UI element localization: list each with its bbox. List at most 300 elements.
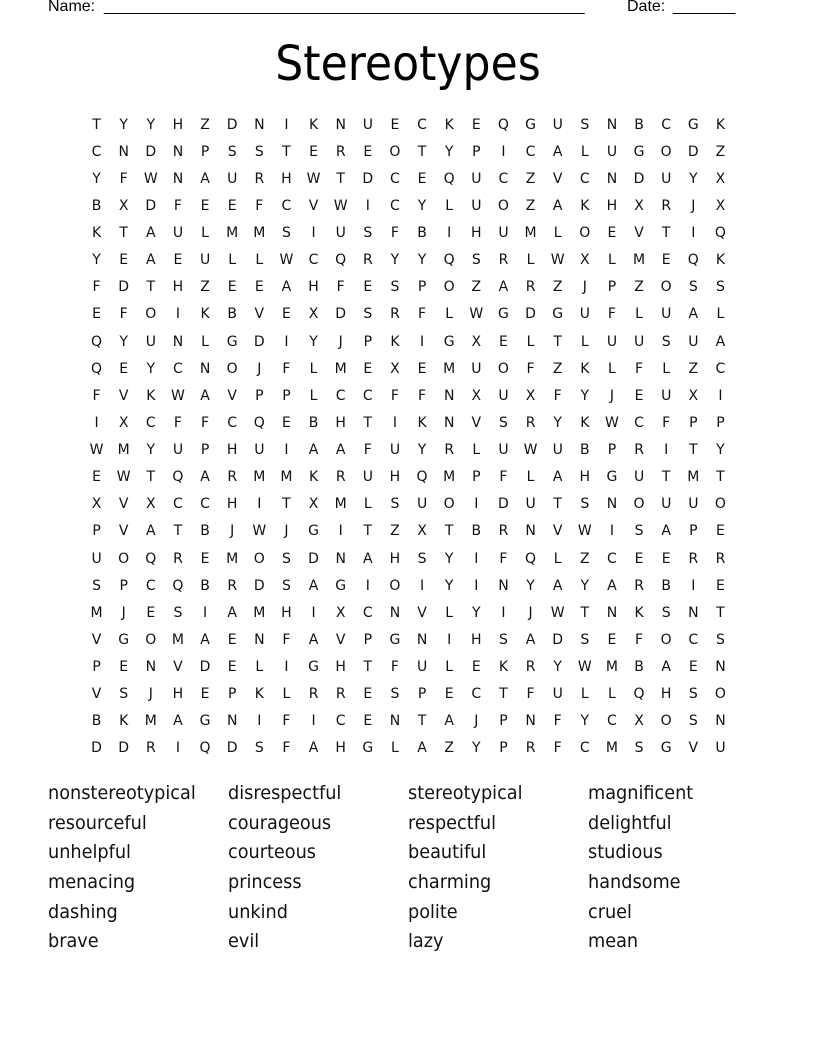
grid-letter[interactable]: U bbox=[633, 333, 645, 350]
grid-letter[interactable]: W bbox=[171, 387, 185, 404]
grid-letter[interactable]: T bbox=[689, 442, 698, 459]
grid-letter[interactable]: V bbox=[91, 686, 102, 703]
grid-letter[interactable]: O bbox=[389, 143, 401, 160]
grid-letter[interactable]: R bbox=[308, 686, 319, 703]
grid-letter[interactable]: N bbox=[172, 170, 184, 187]
grid-letter[interactable]: H bbox=[281, 604, 292, 621]
grid-letter[interactable]: Y bbox=[417, 252, 427, 269]
grid-letter[interactable]: Q bbox=[145, 550, 157, 567]
grid-letter[interactable]: M bbox=[253, 604, 266, 621]
grid-letter[interactable]: N bbox=[606, 604, 618, 621]
grid-letter[interactable]: M bbox=[633, 252, 646, 269]
grid-letter[interactable]: T bbox=[92, 116, 101, 133]
grid-letter[interactable]: K bbox=[146, 387, 156, 404]
grid-letter[interactable]: E bbox=[363, 360, 373, 377]
grid-letter[interactable]: K bbox=[715, 252, 726, 269]
grid-letter[interactable]: K bbox=[580, 197, 590, 214]
grid-letter[interactable]: K bbox=[498, 659, 509, 676]
grid-letter[interactable]: D bbox=[308, 550, 319, 567]
grid-letter[interactable]: G bbox=[308, 659, 319, 676]
grid-letter[interactable]: L bbox=[526, 252, 535, 269]
grid-letter[interactable]: L bbox=[445, 659, 454, 676]
grid-letter[interactable]: B bbox=[417, 225, 427, 242]
grid-letter[interactable]: G bbox=[335, 577, 347, 594]
grid-letter[interactable]: O bbox=[497, 360, 509, 377]
grid-letter[interactable]: E bbox=[309, 143, 318, 160]
grid-letter[interactable]: Q bbox=[687, 252, 699, 269]
grid-letter[interactable]: A bbox=[173, 713, 183, 730]
grid-letter[interactable]: R bbox=[498, 252, 509, 269]
grid-letter[interactable]: S bbox=[634, 523, 644, 540]
grid-letter[interactable]: U bbox=[172, 442, 184, 459]
grid-letter[interactable]: M bbox=[334, 360, 347, 377]
grid-letter[interactable]: G bbox=[525, 116, 536, 133]
grid-letter[interactable]: O bbox=[145, 306, 157, 323]
grid-letter[interactable]: E bbox=[282, 306, 291, 323]
grid-letter[interactable]: E bbox=[634, 550, 644, 567]
grid-letter[interactable]: J bbox=[230, 523, 235, 540]
grid-letter[interactable]: Z bbox=[715, 143, 726, 160]
grid-letter[interactable]: A bbox=[146, 523, 156, 540]
grid-letter[interactable]: U bbox=[91, 550, 102, 567]
grid-letter[interactable]: Y bbox=[119, 333, 128, 350]
grid-letter[interactable]: U bbox=[389, 442, 401, 459]
grid-letter[interactable]: P bbox=[689, 523, 698, 540]
grid-letter[interactable]: I bbox=[175, 306, 180, 323]
grid-letter[interactable]: O bbox=[443, 279, 455, 296]
grid-letter[interactable]: A bbox=[308, 740, 319, 757]
grid-letter[interactable]: Z bbox=[390, 523, 400, 540]
grid-letter[interactable]: Y bbox=[526, 577, 535, 594]
grid-letter[interactable]: G bbox=[389, 631, 401, 648]
grid-letter[interactable]: Q bbox=[172, 469, 184, 486]
grid-letter[interactable]: H bbox=[172, 686, 184, 703]
grid-letter[interactable]: I bbox=[609, 523, 614, 540]
grid-letter[interactable]: H bbox=[226, 442, 238, 459]
grid-letter[interactable]: N bbox=[688, 604, 699, 621]
grid-letter[interactable]: M bbox=[226, 225, 239, 242]
grid-letter[interactable]: M bbox=[443, 360, 456, 377]
grid-letter[interactable]: Z bbox=[444, 740, 454, 757]
grid-letter[interactable]: K bbox=[580, 414, 590, 431]
grid-letter[interactable]: R bbox=[525, 659, 536, 676]
grid-letter[interactable]: P bbox=[282, 387, 291, 404]
grid-letter[interactable]: P bbox=[607, 442, 617, 459]
grid-letter[interactable]: L bbox=[608, 360, 616, 377]
grid-letter[interactable]: U bbox=[416, 659, 428, 676]
grid-letter[interactable]: L bbox=[472, 442, 481, 459]
grid-letter[interactable]: D bbox=[633, 170, 645, 187]
grid-letter[interactable]: N bbox=[389, 713, 401, 730]
grid-letter[interactable]: E bbox=[119, 360, 129, 377]
grid-letter[interactable]: A bbox=[308, 442, 319, 459]
grid-letter[interactable]: C bbox=[417, 116, 427, 133]
grid-letter[interactable]: C bbox=[525, 143, 536, 160]
grid-letter[interactable]: U bbox=[498, 387, 509, 404]
grid-letter[interactable]: P bbox=[417, 279, 427, 296]
grid-letter[interactable]: L bbox=[309, 360, 318, 377]
grid-letter[interactable]: A bbox=[525, 631, 536, 648]
grid-letter[interactable]: D bbox=[498, 496, 509, 513]
grid-letter[interactable]: D bbox=[525, 306, 536, 323]
grid-letter[interactable]: J bbox=[121, 604, 126, 621]
grid-letter[interactable]: V bbox=[254, 306, 265, 323]
grid-letter[interactable]: T bbox=[173, 523, 183, 540]
grid-letter[interactable]: S bbox=[661, 333, 671, 350]
grid-letter[interactable]: Q bbox=[443, 170, 455, 187]
grid-letter[interactable]: U bbox=[661, 387, 672, 404]
grid-letter[interactable]: B bbox=[661, 577, 671, 594]
grid-letter[interactable]: V bbox=[471, 414, 482, 431]
grid-letter[interactable]: C bbox=[607, 550, 617, 567]
grid-letter[interactable]: F bbox=[390, 659, 399, 676]
grid-letter[interactable]: T bbox=[417, 713, 427, 730]
grid-letter[interactable]: F bbox=[499, 550, 508, 567]
grid-letter[interactable]: C bbox=[362, 387, 373, 404]
grid-letter[interactable]: K bbox=[119, 713, 129, 730]
grid-letter[interactable]: W bbox=[116, 469, 131, 486]
grid-letter[interactable]: D bbox=[687, 143, 699, 160]
grid-letter[interactable]: F bbox=[607, 306, 616, 323]
grid-letter[interactable]: U bbox=[552, 686, 563, 703]
grid-letter[interactable]: X bbox=[580, 252, 590, 269]
grid-letter[interactable]: A bbox=[200, 170, 210, 187]
grid-letter[interactable]: O bbox=[253, 550, 265, 567]
grid-letter[interactable]: C bbox=[173, 360, 183, 377]
grid-letter[interactable]: I bbox=[419, 333, 425, 350]
grid-letter[interactable]: G bbox=[687, 116, 699, 133]
grid-letter[interactable]: M bbox=[117, 442, 130, 459]
grid-letter[interactable]: M bbox=[171, 631, 184, 648]
grid-letter[interactable]: N bbox=[335, 116, 346, 133]
grid-letter[interactable]: P bbox=[255, 387, 264, 404]
grid-letter[interactable]: F bbox=[635, 360, 644, 377]
grid-letter[interactable]: O bbox=[660, 631, 672, 648]
grid-letter[interactable]: F bbox=[635, 631, 644, 648]
grid-letter[interactable]: Y bbox=[417, 442, 427, 459]
grid-letter[interactable]: K bbox=[308, 116, 319, 133]
grid-letter[interactable]: Q bbox=[91, 360, 103, 377]
grid-letter[interactable]: I bbox=[474, 550, 479, 567]
grid-letter[interactable]: M bbox=[605, 740, 618, 757]
grid-letter[interactable]: L bbox=[580, 143, 589, 160]
grid-letter[interactable]: N bbox=[118, 143, 129, 160]
grid-letter[interactable]: F bbox=[553, 740, 562, 757]
grid-letter[interactable]: A bbox=[661, 659, 671, 676]
grid-letter[interactable]: A bbox=[146, 225, 156, 242]
grid-letter[interactable]: Y bbox=[553, 659, 562, 676]
grid-letter[interactable]: A bbox=[444, 713, 454, 730]
grid-letter[interactable]: S bbox=[281, 550, 291, 567]
grid-letter[interactable]: L bbox=[282, 686, 291, 703]
grid-letter[interactable]: F bbox=[92, 387, 101, 404]
grid-letter[interactable]: H bbox=[172, 116, 184, 133]
grid-letter[interactable]: N bbox=[715, 659, 726, 676]
grid-letter[interactable]: D bbox=[145, 143, 157, 160]
grid-letter[interactable]: E bbox=[499, 333, 508, 350]
grid-letter[interactable]: W bbox=[89, 442, 104, 459]
grid-letter[interactable]: S bbox=[390, 496, 400, 513]
grid-letter[interactable]: C bbox=[498, 170, 509, 187]
grid-letter[interactable]: F bbox=[173, 414, 182, 431]
grid-letter[interactable]: P bbox=[200, 143, 210, 160]
grid-letter[interactable]: Y bbox=[146, 360, 156, 377]
grid-letter[interactable]: I bbox=[284, 442, 289, 459]
grid-letter[interactable]: H bbox=[579, 469, 591, 486]
grid-letter[interactable]: I bbox=[311, 604, 316, 621]
grid-letter[interactable]: I bbox=[311, 713, 316, 730]
grid-letter[interactable]: O bbox=[714, 496, 726, 513]
grid-letter[interactable]: W bbox=[143, 170, 158, 187]
grid-letter[interactable]: F bbox=[363, 442, 372, 459]
grid-letter[interactable]: C bbox=[390, 170, 400, 187]
grid-letter[interactable]: W bbox=[605, 414, 619, 431]
grid-letter[interactable]: N bbox=[606, 170, 618, 187]
grid-letter[interactable]: L bbox=[445, 306, 454, 323]
grid-letter[interactable]: T bbox=[363, 414, 373, 431]
grid-letter[interactable]: F bbox=[499, 469, 508, 486]
grid-letter[interactable]: S bbox=[715, 279, 725, 296]
grid-letter[interactable]: U bbox=[471, 197, 482, 214]
grid-letter[interactable]: U bbox=[498, 442, 509, 459]
grid-letter[interactable]: G bbox=[606, 469, 618, 486]
grid-letter[interactable]: A bbox=[146, 252, 156, 269]
grid-letter[interactable]: L bbox=[309, 387, 318, 404]
grid-letter[interactable]: F bbox=[418, 387, 427, 404]
grid-letter[interactable]: L bbox=[608, 686, 616, 703]
grid-letter[interactable]: U bbox=[552, 442, 563, 459]
grid-letter[interactable]: D bbox=[199, 659, 211, 676]
grid-letter[interactable]: Z bbox=[200, 279, 210, 296]
grid-letter[interactable]: R bbox=[444, 442, 455, 459]
grid-letter[interactable]: P bbox=[227, 686, 237, 703]
grid-letter[interactable]: C bbox=[579, 170, 590, 187]
grid-letter[interactable]: R bbox=[498, 523, 509, 540]
grid-letter[interactable]: E bbox=[607, 225, 617, 242]
grid-letter[interactable]: U bbox=[416, 496, 428, 513]
grid-letter[interactable]: U bbox=[688, 333, 699, 350]
grid-letter[interactable]: M bbox=[280, 469, 293, 486]
grid-letter[interactable]: N bbox=[606, 116, 618, 133]
grid-letter[interactable]: I bbox=[175, 740, 180, 757]
grid-letter[interactable]: K bbox=[580, 360, 590, 377]
grid-letter[interactable]: Z bbox=[552, 360, 563, 377]
grid-letter[interactable]: M bbox=[443, 469, 456, 486]
grid-letter[interactable]: U bbox=[661, 170, 672, 187]
grid-letter[interactable]: U bbox=[633, 469, 645, 486]
grid-letter[interactable]: E bbox=[227, 659, 237, 676]
grid-letter[interactable]: U bbox=[606, 333, 618, 350]
grid-letter[interactable]: T bbox=[282, 496, 291, 513]
grid-letter[interactable]: S bbox=[661, 604, 671, 621]
grid-letter[interactable]: V bbox=[417, 604, 427, 621]
grid-letter[interactable]: E bbox=[661, 252, 671, 269]
grid-letter[interactable]: C bbox=[281, 197, 292, 214]
grid-letter[interactable]: R bbox=[525, 740, 536, 757]
grid-letter[interactable]: J bbox=[474, 713, 479, 730]
grid-letter[interactable]: Z bbox=[525, 170, 536, 187]
grid-letter[interactable]: S bbox=[281, 577, 291, 594]
grid-letter[interactable]: T bbox=[146, 469, 156, 486]
grid-letter[interactable]: S bbox=[498, 414, 508, 431]
grid-letter[interactable]: I bbox=[365, 577, 370, 594]
grid-letter[interactable]: O bbox=[660, 279, 672, 296]
grid-letter[interactable]: F bbox=[526, 360, 535, 377]
grid-letter[interactable]: C bbox=[607, 713, 617, 730]
grid-letter[interactable]: E bbox=[119, 252, 129, 269]
grid-letter[interactable]: M bbox=[226, 550, 239, 567]
grid-letter[interactable]: Q bbox=[253, 414, 265, 431]
grid-letter[interactable]: F bbox=[282, 740, 291, 757]
grid-letter[interactable]: R bbox=[525, 279, 536, 296]
grid-letter[interactable]: H bbox=[606, 197, 618, 214]
grid-letter[interactable]: O bbox=[660, 143, 672, 160]
grid-letter[interactable]: S bbox=[580, 116, 590, 133]
grid-letter[interactable]: H bbox=[226, 496, 238, 513]
grid-letter[interactable]: E bbox=[661, 550, 671, 567]
grid-letter[interactable]: J bbox=[582, 279, 587, 296]
grid-letter[interactable]: Y bbox=[417, 197, 427, 214]
grid-letter[interactable]: F bbox=[390, 387, 399, 404]
grid-letter[interactable]: U bbox=[579, 306, 590, 323]
grid-letter[interactable]: K bbox=[200, 306, 210, 323]
grid-letter[interactable]: E bbox=[254, 279, 264, 296]
grid-letter[interactable]: P bbox=[417, 686, 427, 703]
grid-letter[interactable]: Q bbox=[443, 252, 455, 269]
grid-letter[interactable]: E bbox=[282, 414, 291, 431]
grid-letter[interactable]: O bbox=[389, 577, 401, 594]
grid-letter[interactable]: M bbox=[687, 469, 700, 486]
grid-letter[interactable]: Y bbox=[472, 740, 481, 757]
grid-letter[interactable]: E bbox=[363, 143, 373, 160]
grid-letter[interactable]: S bbox=[715, 631, 725, 648]
grid-letter[interactable]: A bbox=[661, 523, 671, 540]
grid-letter[interactable]: G bbox=[226, 333, 238, 350]
grid-letter[interactable]: O bbox=[714, 686, 726, 703]
grid-letter[interactable]: S bbox=[688, 686, 698, 703]
grid-letter[interactable]: L bbox=[716, 306, 725, 323]
grid-letter[interactable]: N bbox=[254, 631, 265, 648]
grid-letter[interactable]: F bbox=[390, 225, 399, 242]
grid-letter[interactable]: F bbox=[662, 414, 671, 431]
grid-letter[interactable]: Y bbox=[689, 170, 698, 187]
grid-letter[interactable]: T bbox=[553, 333, 562, 350]
grid-letter[interactable]: C bbox=[227, 414, 238, 431]
grid-letter[interactable]: N bbox=[606, 496, 618, 513]
grid-letter[interactable]: S bbox=[498, 631, 508, 648]
grid-letter[interactable]: K bbox=[308, 469, 319, 486]
grid-letter[interactable]: U bbox=[199, 252, 211, 269]
grid-letter[interactable]: H bbox=[471, 631, 482, 648]
grid-letter[interactable]: R bbox=[715, 550, 726, 567]
grid-letter[interactable]: U bbox=[606, 143, 618, 160]
grid-letter[interactable]: R bbox=[362, 252, 373, 269]
grid-letter[interactable]: S bbox=[173, 604, 183, 621]
grid-letter[interactable]: L bbox=[580, 686, 589, 703]
grid-letter[interactable]: V bbox=[173, 659, 183, 676]
grid-letter[interactable]: I bbox=[257, 713, 262, 730]
grid-letter[interactable]: K bbox=[417, 414, 427, 431]
grid-letter[interactable]: Y bbox=[444, 577, 454, 594]
grid-letter[interactable]: R bbox=[173, 550, 183, 567]
grid-letter[interactable]: D bbox=[335, 306, 347, 323]
grid-letter[interactable]: T bbox=[716, 469, 725, 486]
grid-letter[interactable]: A bbox=[688, 306, 699, 323]
grid-letter[interactable]: X bbox=[634, 197, 644, 214]
grid-letter[interactable]: L bbox=[228, 252, 237, 269]
grid-letter[interactable]: U bbox=[471, 170, 482, 187]
grid-letter[interactable]: N bbox=[172, 333, 184, 350]
grid-letter[interactable]: V bbox=[688, 740, 699, 757]
grid-letter[interactable]: E bbox=[92, 306, 101, 323]
grid-letter[interactable]: I bbox=[338, 523, 343, 540]
grid-letter[interactable]: N bbox=[145, 659, 157, 676]
grid-letter[interactable]: Z bbox=[525, 197, 536, 214]
grid-letter[interactable]: B bbox=[580, 442, 590, 459]
grid-letter[interactable]: N bbox=[226, 713, 238, 730]
grid-letter[interactable]: H bbox=[389, 550, 401, 567]
grid-letter[interactable]: E bbox=[471, 659, 481, 676]
grid-letter[interactable]: S bbox=[580, 496, 590, 513]
grid-letter[interactable]: A bbox=[417, 740, 427, 757]
grid-letter[interactable]: I bbox=[392, 414, 397, 431]
grid-letter[interactable]: T bbox=[282, 143, 291, 160]
grid-letter[interactable]: F bbox=[119, 170, 128, 187]
grid-letter[interactable]: Y bbox=[444, 143, 454, 160]
grid-letter[interactable]: W bbox=[333, 197, 348, 214]
grid-letter[interactable]: A bbox=[200, 631, 210, 648]
grid-letter[interactable]: Q bbox=[91, 333, 103, 350]
grid-letter[interactable]: Q bbox=[525, 550, 537, 567]
grid-letter[interactable]: X bbox=[525, 387, 536, 404]
grid-letter[interactable]: M bbox=[334, 496, 347, 513]
grid-letter[interactable]: N bbox=[335, 550, 346, 567]
grid-letter[interactable]: E bbox=[716, 577, 725, 594]
grid-letter[interactable]: Z bbox=[471, 279, 482, 296]
grid-letter[interactable]: E bbox=[417, 170, 427, 187]
grid-letter[interactable]: Y bbox=[444, 550, 454, 567]
grid-letter[interactable]: O bbox=[118, 550, 130, 567]
grid-letter[interactable]: B bbox=[634, 116, 644, 133]
grid-letter[interactable]: S bbox=[688, 279, 698, 296]
grid-letter[interactable]: P bbox=[716, 414, 725, 431]
grid-letter[interactable]: R bbox=[661, 197, 672, 214]
grid-letter[interactable]: R bbox=[254, 170, 265, 187]
grid-letter[interactable]: A bbox=[552, 143, 563, 160]
grid-letter[interactable]: V bbox=[308, 197, 319, 214]
grid-letter[interactable]: U bbox=[254, 442, 265, 459]
grid-letter[interactable]: P bbox=[472, 469, 481, 486]
grid-letter[interactable]: A bbox=[308, 631, 319, 648]
grid-letter[interactable]: J bbox=[284, 523, 289, 540]
grid-letter[interactable]: J bbox=[528, 604, 533, 621]
grid-letter[interactable]: Z bbox=[200, 116, 210, 133]
grid-letter[interactable]: D bbox=[91, 740, 102, 757]
grid-letter[interactable]: A bbox=[552, 577, 563, 594]
grid-letter[interactable]: T bbox=[580, 604, 590, 621]
grid-letter[interactable]: D bbox=[552, 631, 564, 648]
grid-letter[interactable]: T bbox=[119, 225, 128, 242]
grid-letter[interactable]: E bbox=[227, 631, 237, 648]
grid-letter[interactable]: T bbox=[363, 659, 373, 676]
grid-letter[interactable]: A bbox=[308, 577, 319, 594]
grid-letter[interactable]: L bbox=[255, 659, 264, 676]
grid-letter[interactable]: E bbox=[227, 197, 237, 214]
grid-letter[interactable]: O bbox=[145, 631, 157, 648]
grid-letter[interactable]: T bbox=[716, 604, 725, 621]
grid-letter[interactable]: E bbox=[716, 523, 725, 540]
grid-letter[interactable]: U bbox=[172, 225, 184, 242]
